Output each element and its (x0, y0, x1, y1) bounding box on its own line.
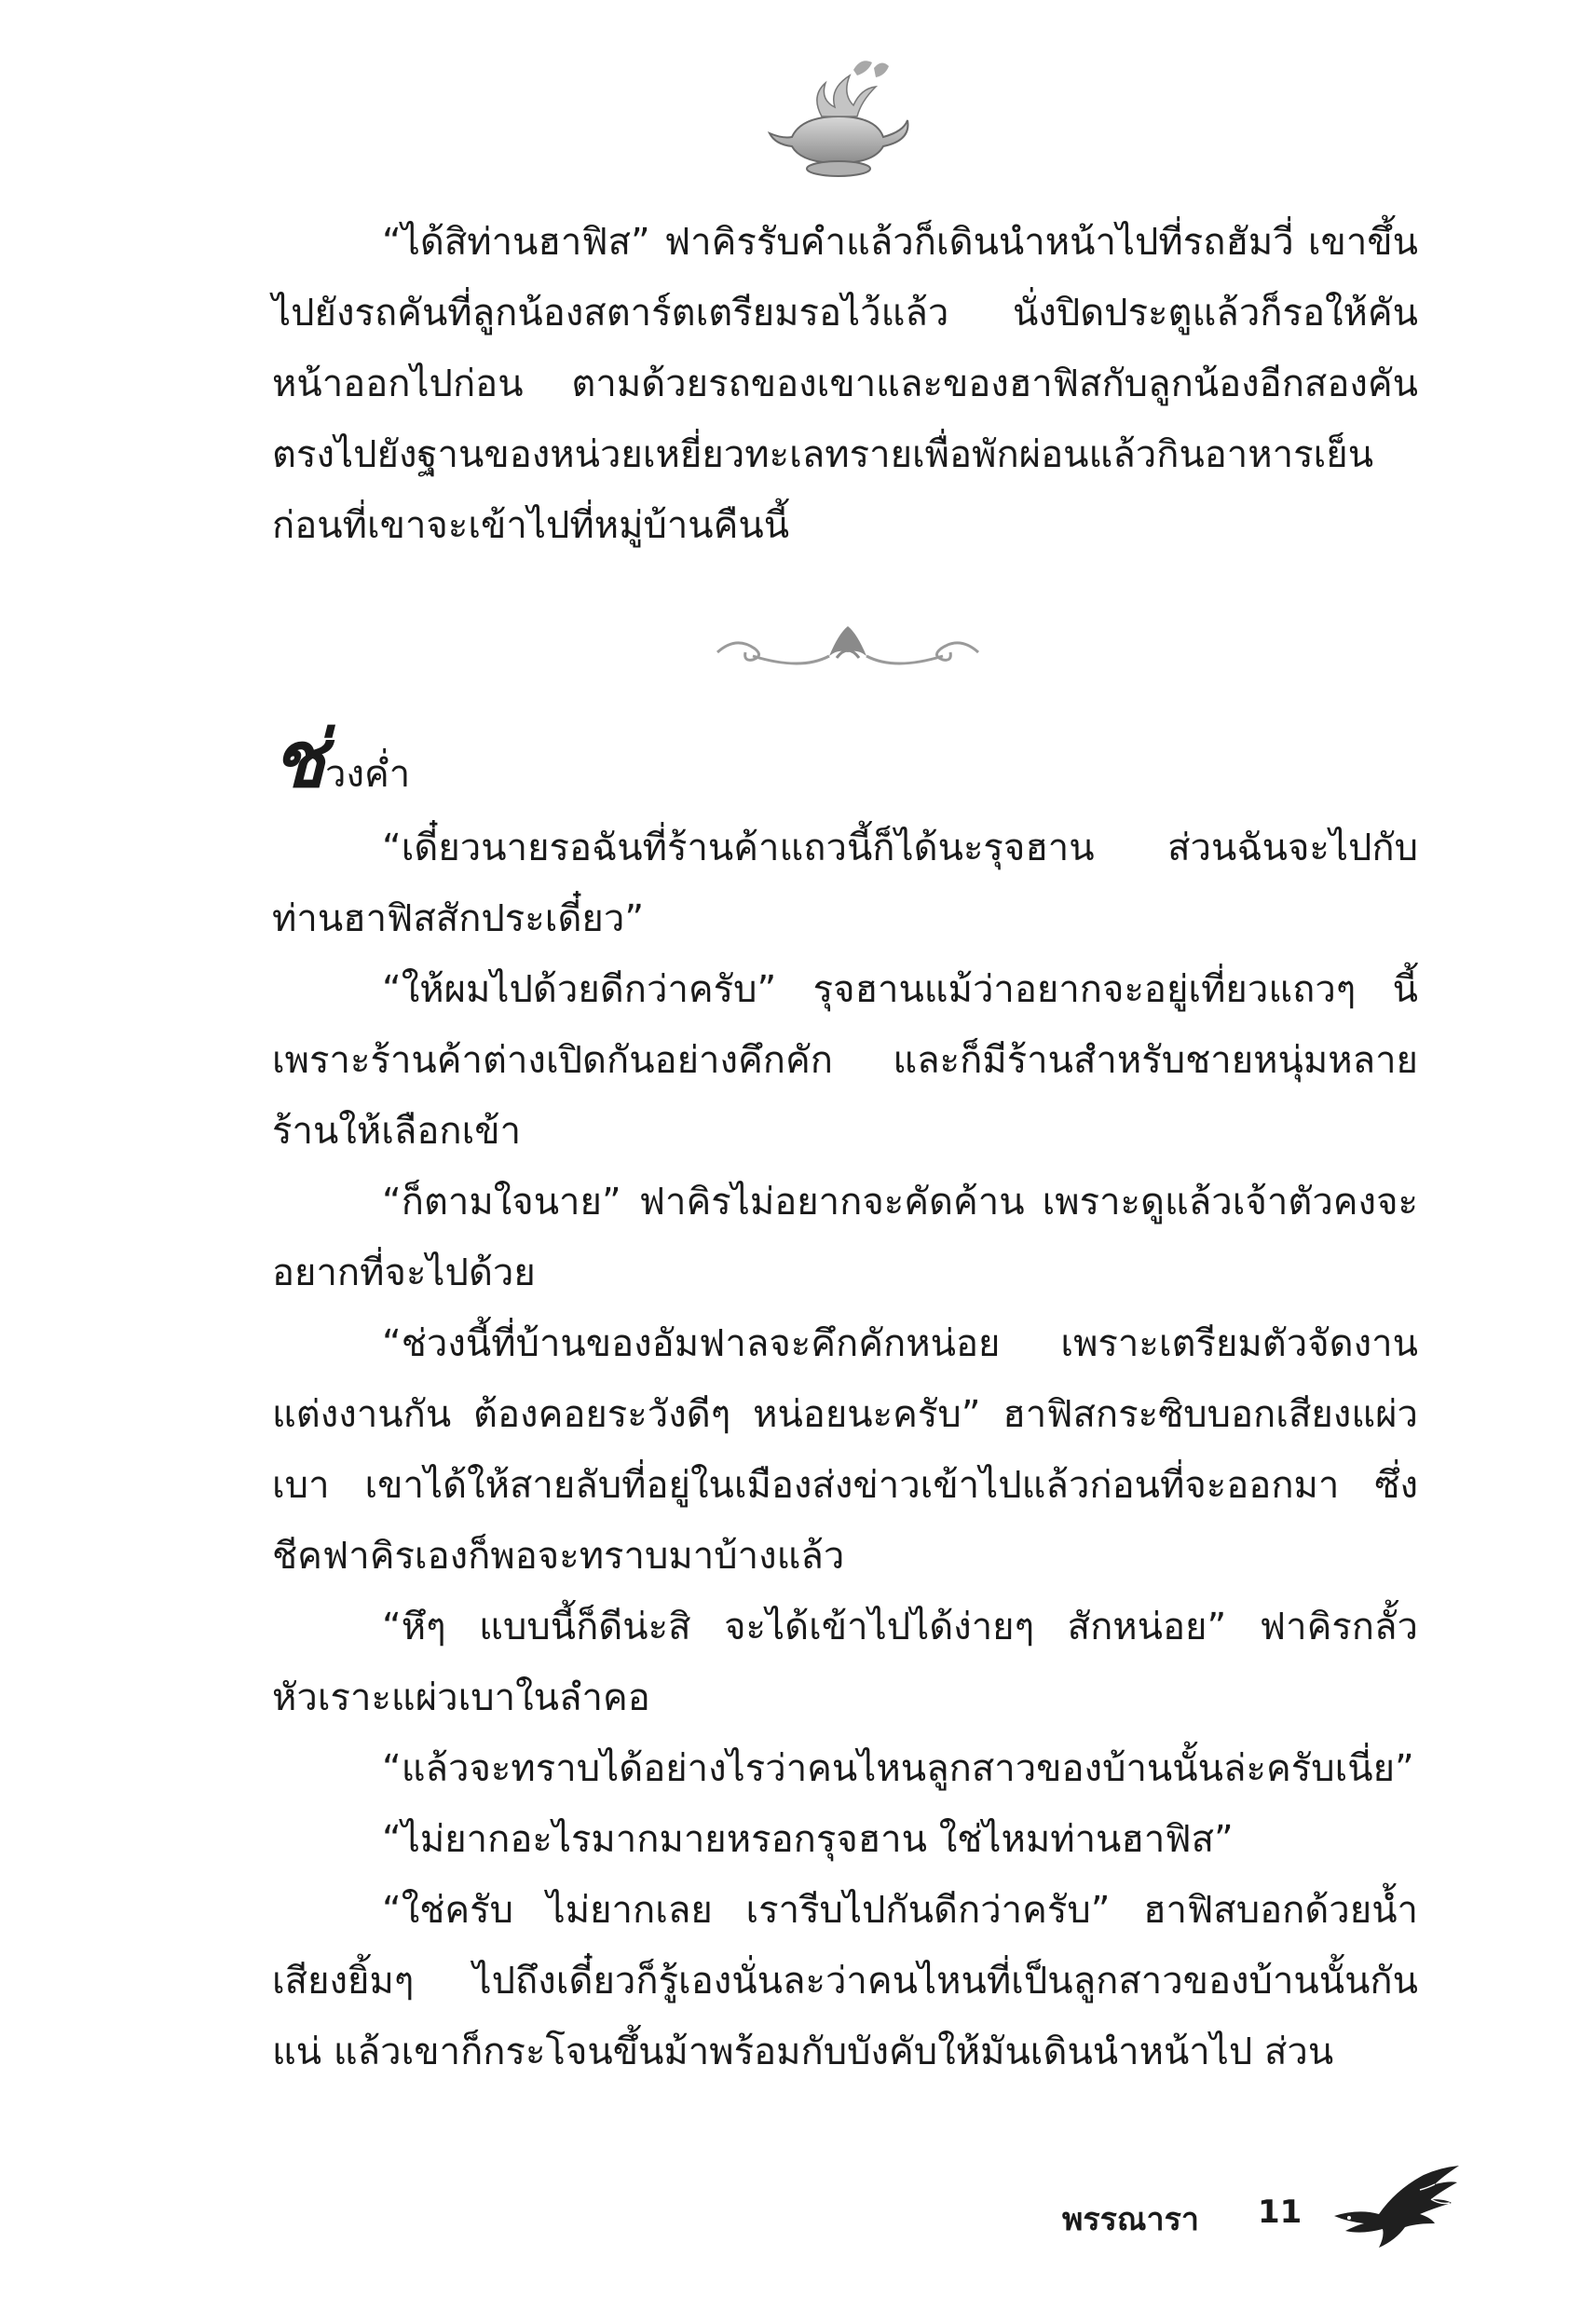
paragraph: “ให้ผมไปด้วยดีกว่าครับ” รุจฮานแม้ว่าอยากจะอยู่เที่ยวแถวๆ นี้ เพราะร้านค้าต่างเปิดกันอย่างคึกคัก และก็มีร้านสำหรับชายหนุ่มหลายร้านให้เลือกเข้า (272, 968, 1418, 1153)
flourish-ornament-icon (708, 615, 988, 680)
paragraph: “ได้สิท่านฮาฟิส” ฟาคิรรับคำแล้วก็เดินนำหน้าไปที่รถฮัมวี่ เขาขึ้นไปยังรถคันที่ลูกน้องสตาร์ตเตรียมรอไว้แล้ว นั่งปิดประตูแล้วก็รอให้คันหน้าออกไปก่อน ตามด้วยรถของเขาและของฮาฟิสกับลูกน้องอีกสองคัน ตรงไปยังฐานของหน่วยเหยี่ยวทะเลทรายเพื่อพักผ่อนแล้วกินอาหารเย็นก่อนที่เขาจะเข้าไปที่หมู่บ้านคืนนี้ (272, 221, 1418, 547)
page-footer (1062, 2162, 1463, 2264)
paragraph: “ก็ตามใจนาย” ฟาคิรไม่อยากจะคัดค้าน เพราะดูแล้วเจ้าตัวคงจะอยากที่จะไปด้วย (272, 1181, 1418, 1294)
dropcap: ช่ (272, 713, 326, 805)
page-number: 11 (1258, 2194, 1303, 2231)
paragraph: “ใช่ครับ ไม่ยากเลย เรารีบไปกันดีกว่าครับ” ฮาฟิสบอกด้วยน้ำเสียงยิ้มๆ ไปถึงเดี๋ยวก็รู้เองนั่นละว่าคนไหนที่เป็นลูกสาวของบ้านนั้นกันแน่ แล้วเขาก็กระโจนขึ้นม้าพร้อมกับบังคับให้มันเดินนำหน้าไป ส่วน (272, 1889, 1418, 2073)
paragraph: “ไม่ยากอะไรมากมายหรอกรุจฮาน ใช่ไหมท่านฮาฟิส” (382, 1818, 1234, 1861)
paragraph: “เดี๋ยวนายรอฉันที่ร้านค้าแถวนี้ก็ได้นะรุจฮาน ส่วนฉันจะไปกับท่านฮาฟิสสักประเดี๋ยว” (272, 827, 1418, 940)
paragraph: “แล้วจะทราบได้อย่างไรว่าคนไหนลูกสาวของบ้านนั้นล่ะครับเนี่ย” (382, 1747, 1414, 1790)
paragraph: “ช่วงนี้ที่บ้านของอัมฟาลจะคึกคักหน่อย เพราะเตรียมตัวจัดงานแต่งงานกัน ต้องคอยระวังดีๆ หน่อยนะครับ” ฮาฟิสกระซิบบอกเสียงแผ่วเบา เขาได้ให้สายลับที่อยู่ในเมืองส่งข่าวเข้าไปแล้วก่อนที่จะออกมา ซึ่งชีคฟาคิรเองก็พอจะทราบมาบ้างแล้ว (272, 1322, 1418, 1578)
section-two-text (272, 813, 1418, 2087)
chapter-opening (272, 708, 410, 811)
eagle-icon (1330, 2162, 1463, 2264)
paragraph: “หึๆ แบบนี้ก็ดีน่ะสิ จะได้เข้าไปได้ง่ายๆ สักหน่อย” ฟาคิรกลั้วหัวเราะแผ่วเบาในลำคอ (272, 1606, 1418, 1719)
book-title: พรรณารา (1062, 2201, 1199, 2238)
genie-lamp-icon (764, 51, 913, 182)
section-one-text (272, 207, 1418, 561)
opening-words: วงค่ำ (325, 753, 411, 796)
